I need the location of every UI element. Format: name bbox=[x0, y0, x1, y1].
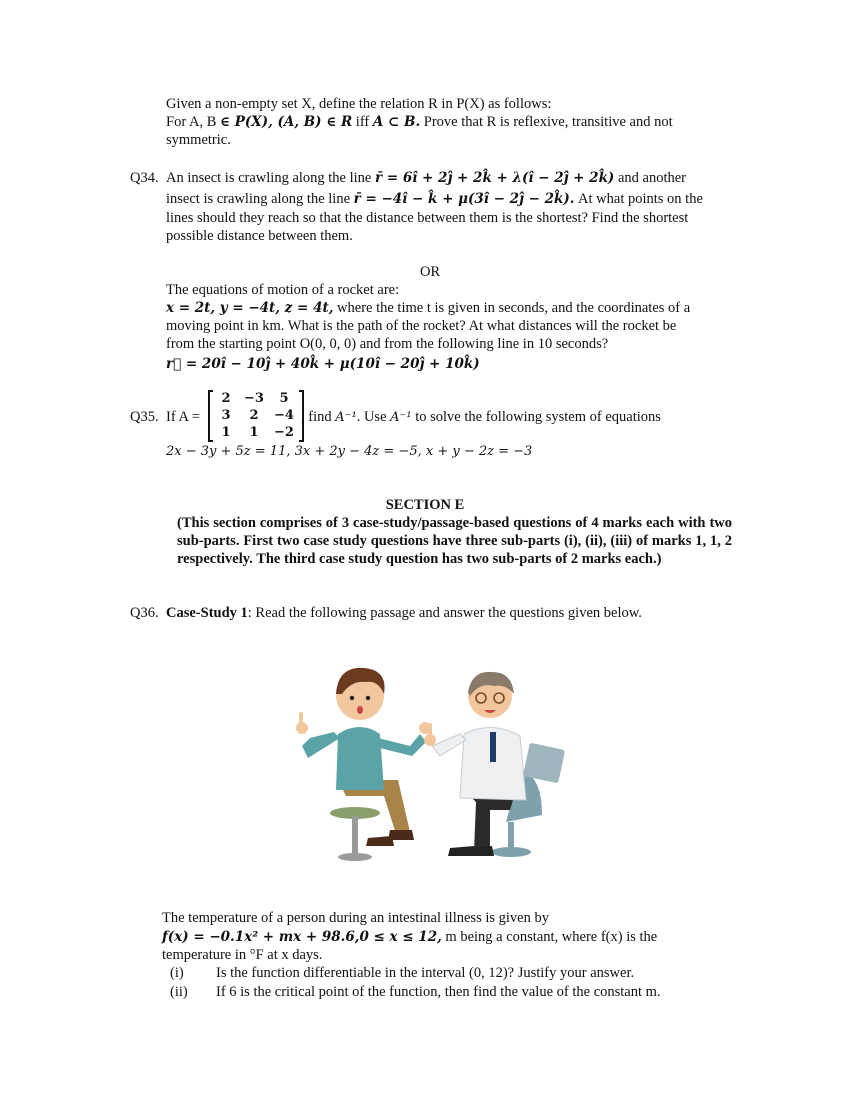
q36-heading bbox=[166, 604, 642, 622]
q33-math-subset: A ⊂ B. bbox=[372, 114, 421, 130]
q34-alt-line-3: moving point in km. What is the path of the rocket? At what distances will the rocket be bbox=[166, 318, 677, 334]
sub-part-text: Is the function differentiable in the interval (0, 12)? Justify your answer. bbox=[216, 965, 635, 981]
q33-line-3: symmetric. bbox=[166, 132, 231, 148]
matrix-cell: −3 bbox=[244, 391, 264, 406]
matrix-cell: −4 bbox=[274, 408, 294, 423]
matrix-a bbox=[208, 390, 304, 442]
q36-passage-l2-text: m being a constant, where f(x) is the bbox=[445, 929, 658, 945]
q36-passage-line-2 bbox=[162, 928, 657, 946]
q33-line-1: Given a non-empty set X, define the relation R in P(X) as follows: bbox=[166, 96, 552, 112]
q34-alt-l2-text: where the time t is given in seconds, and the coordinates of a bbox=[337, 300, 691, 316]
q34-line-2 bbox=[166, 190, 703, 208]
sub-part-text: If 6 is the critical point of the function, then find the value of the constant m. bbox=[216, 984, 661, 1000]
matrix-cell: −2 bbox=[274, 425, 294, 440]
q35-if-a: If A = bbox=[166, 409, 200, 425]
q34-line-3: lines should they reach so that the distance between them is the shortest? Find the shortest bbox=[166, 210, 689, 226]
q36-number: Q36. bbox=[130, 605, 159, 621]
matrix-cell: 3 bbox=[221, 408, 231, 423]
q34-l2-tail: At what points on the bbox=[578, 191, 703, 207]
case-study-text: : Read the following passage and answer the questions given below. bbox=[247, 605, 642, 621]
q35-number: Q35. bbox=[130, 409, 159, 425]
q33-math-relation: ∈ P(X), (A, B) ∈ R bbox=[220, 114, 353, 130]
q36-passage-line-3: temperature in °F at x days. bbox=[162, 947, 323, 963]
or-separator: OR bbox=[420, 264, 441, 280]
q34-alt-line-2 bbox=[166, 299, 690, 317]
q33-line-2-suffix: Prove that R is reflexive, transitive and not bbox=[423, 114, 673, 130]
q35-equations: 2x − 3y + 5z = 11, 3x + 2y − 4z = −5, x + y − 2z = −3 bbox=[166, 444, 533, 459]
q34-l2-text: insect is crawling along the line bbox=[166, 191, 351, 207]
matrix-cell: 1 bbox=[221, 425, 231, 440]
q35-find: , find bbox=[301, 409, 332, 425]
q34-line-1 bbox=[166, 169, 686, 187]
q34-line-4: possible distance between them. bbox=[166, 228, 353, 244]
matrix-cell: 2 bbox=[221, 391, 231, 406]
matrix-cell: 2 bbox=[249, 408, 259, 423]
q34-line2-equation: r̄ = −4î − k̂ + μ(3î − 2ĵ − 2k̂). bbox=[353, 191, 575, 207]
case-study-label: Case-Study 1 bbox=[166, 605, 248, 621]
section-e-title: SECTION E bbox=[385, 497, 465, 513]
a-inverse: A⁻¹ bbox=[335, 410, 357, 425]
matrix-cell: 5 bbox=[279, 391, 289, 406]
stool bbox=[330, 807, 380, 861]
q33-line-2 bbox=[166, 113, 673, 131]
doctor-figure bbox=[424, 672, 565, 856]
boy-and-doctor-illustration bbox=[280, 650, 580, 875]
q35-instruction bbox=[301, 408, 661, 427]
boy-figure bbox=[296, 668, 431, 846]
q33-iff: iff bbox=[355, 114, 370, 130]
q35-use: . Use bbox=[356, 409, 387, 425]
q34-number: Q34. bbox=[130, 170, 159, 186]
a-inverse-2: A⁻¹ bbox=[390, 410, 412, 425]
q34-line1-equation: r̄ = 6î + 2ĵ + 2k̂ + λ(î − 2ĵ + 2k̂) bbox=[375, 170, 615, 186]
matrix-cell: 1 bbox=[249, 425, 259, 440]
q35-tail: to solve the following system of equations bbox=[415, 409, 661, 425]
sub-part-label: (i) bbox=[170, 965, 184, 981]
q33-line-2-prefix: For A, B bbox=[166, 114, 217, 130]
section-e-description: (This section comprises of 3 case-study/passage-based questions of 4 marks each with two sub-parts. First two case study questions have three sub-parts (i), (ii), (iii) of marks 1, 1, 2 respectively. The third case study question has two sub-parts of 2 marks each.) bbox=[177, 515, 732, 567]
rocket-equations: x = 2t, y = −4t, z = 4t, bbox=[166, 300, 334, 316]
q34-alt-line-4: from the starting point O(0, 0, 0) and from the following line in 10 seconds? bbox=[166, 336, 609, 352]
q36-passage-line-1: The temperature of a person during an intestinal illness is given by bbox=[162, 910, 549, 926]
q34-alt-line-1: The equations of motion of a rocket are: bbox=[166, 282, 400, 298]
q34-l1-text: An insect is crawling along the line bbox=[166, 170, 372, 186]
q34-alt-line-equation: r⃗ = 20î − 10ĵ + 40k̂ + μ(10î − 20ĵ + 10k̂) bbox=[166, 356, 480, 372]
temperature-function: f(x) = −0.1x² + mx + 98.6,0 ≤ x ≤ 12, bbox=[162, 929, 442, 945]
q34-l1-tail: and another bbox=[617, 170, 686, 186]
sub-part-label: (ii) bbox=[170, 984, 188, 1000]
